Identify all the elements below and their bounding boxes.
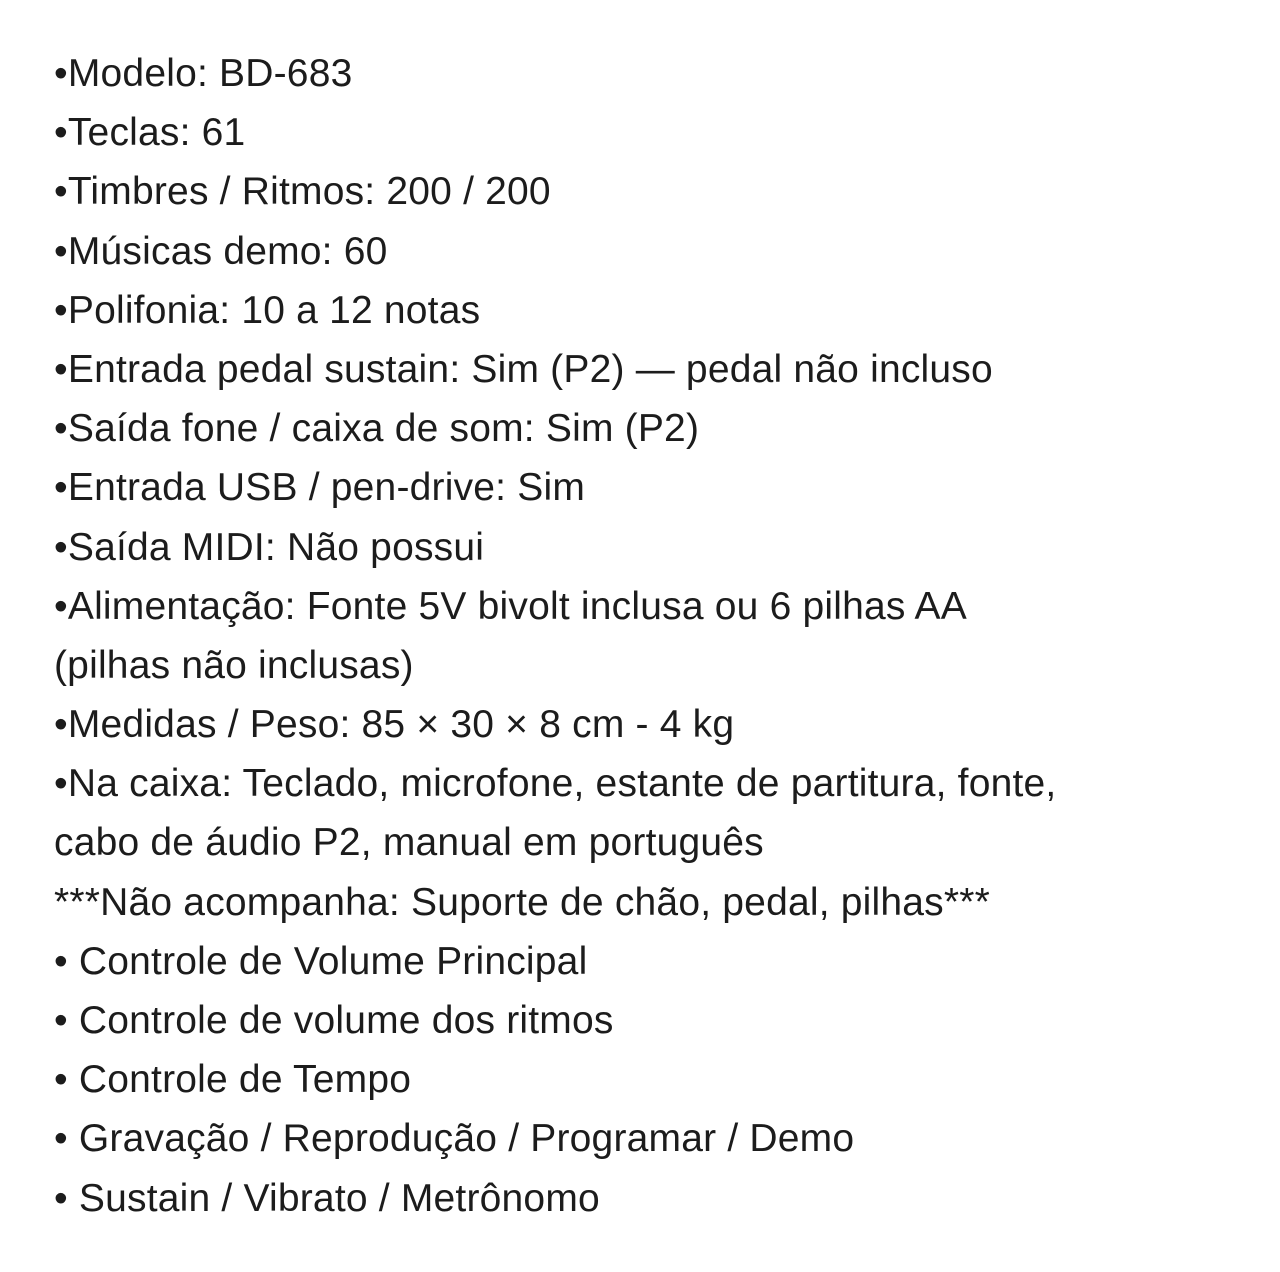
- feature-record-playback: • Gravação / Reprodução / Programar / Demo: [54, 1117, 855, 1161]
- spec-line-not-included: ***Não acompanha: Suporte de chão, pedal, pilhas***: [54, 880, 991, 924]
- spec-line-dimensions-weight: •Medidas / Peso: 85 × 30 × 8 cm - 4 kg: [54, 703, 735, 747]
- spec-line-usb-input: •Entrada USB / pen-drive: Sim: [54, 466, 586, 510]
- feature-tempo: • Controle de Tempo: [54, 1058, 412, 1102]
- spec-line-power: •Alimentação: Fonte 5V bivolt inclusa ou 6 pilhas AA: [54, 584, 967, 628]
- feature-rhythm-volume: • Controle de volume dos ritmos: [54, 999, 614, 1042]
- spec-line-sustain-input: •Entrada pedal sustain: Sim (P2) — pedal não incluso: [54, 347, 993, 391]
- spec-line-power-continued: (pilhas não inclusas): [54, 643, 414, 687]
- spec-line-midi-output: •Saída MIDI: Não possui: [54, 525, 485, 569]
- spec-line-polyphony: •Polifonia: 10 a 12 notas: [54, 288, 481, 332]
- feature-main-volume: • Controle de Volume Principal: [54, 939, 588, 983]
- spec-line-tones-rhythms: •Timbres / Ritmos: 200 / 200: [54, 170, 551, 214]
- spec-line-demo-songs: •Músicas demo: 60: [54, 229, 388, 273]
- spec-line-keys: •Teclas: 61: [54, 111, 246, 155]
- spec-sheet: [54, 44, 1234, 1228]
- spec-line-in-box-continued: cabo de áudio P2, manual em português: [54, 821, 764, 865]
- spec-line-headphone-output: •Saída fone / caixa de som: Sim (P2): [54, 407, 700, 451]
- feature-sustain-vibrato: • Sustain / Vibrato / Metrônomo: [54, 1176, 600, 1220]
- spec-line-in-box: •Na caixa: Teclado, microfone, estante de partitura, fonte,: [54, 762, 1057, 806]
- spec-line-model: •Modelo: BD-683: [54, 52, 353, 95]
